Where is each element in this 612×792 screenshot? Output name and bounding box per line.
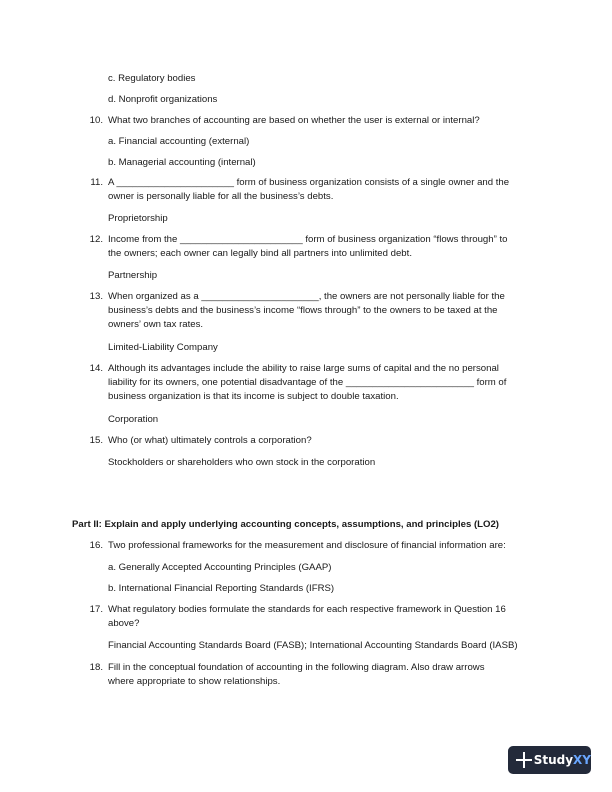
q15-number: 15. <box>89 435 103 446</box>
q18-number: 18. <box>89 662 103 673</box>
q10-question: What two branches of accounting are based on whether the user is external or internal? <box>108 115 480 126</box>
q11-line-1: A ______________________ form of business organization consists of a single owner and the <box>108 177 510 188</box>
q11-number: 11. <box>90 177 103 188</box>
q10-number: 10. <box>89 115 103 126</box>
q14-number: 14. <box>89 363 103 374</box>
studyxy-wordmark <box>534 753 591 767</box>
q11-answer: Proprietorship <box>108 213 168 224</box>
q14-answer: Corporation <box>108 414 159 425</box>
q17-answer: Financial Accounting Standards Board (FASB); International Accounting Standards Board (IASB) <box>108 640 518 651</box>
q9-option-d: d. Nonprofit organizations <box>108 94 218 105</box>
q9-option-c: c. Regulatory bodies <box>108 73 196 84</box>
q16-option-b: b. International Financial Reporting Standards (IFRS) <box>108 583 335 594</box>
q16-number: 16. <box>89 540 103 551</box>
q17-line-1: What regulatory bodies formulate the standards for each respective framework in Question 16 <box>108 604 506 615</box>
studyxy-logo <box>508 746 591 774</box>
q18-line-1: Fill in the conceptual foundation of accounting in the following diagram. Also draw arrows <box>108 662 485 673</box>
q14-line-1: Although its advantages include the ability to raise large sums of capital and the no personal <box>108 363 499 374</box>
q11-line-2: owner is personally liable for all the business’s debts. <box>108 191 334 202</box>
q13-line-1: When organized as a ______________________, the owners are not personally liable for the <box>108 291 505 302</box>
plus-icon <box>516 752 529 768</box>
q18-line-2: where appropriate to show relationships. <box>108 676 281 687</box>
q12-line-2: the owners; each owner can legally bind all partners into unlimited debt. <box>108 248 412 259</box>
q16-option-a: a. Generally Accepted Accounting Principles (GAAP) <box>108 562 332 573</box>
wordmark-xy: XY <box>573 753 591 767</box>
q17-number: 17. <box>89 604 103 615</box>
q14-line-3: business organization is that its income is subject to double taxation. <box>108 391 399 402</box>
q13-line-3: owners’ own tax rates. <box>108 319 204 330</box>
q10-option-a: a. Financial accounting (external) <box>108 136 250 147</box>
q10-option-b: b. Managerial accounting (internal) <box>108 157 256 168</box>
part-2-heading: Part II: Explain and apply underlying accounting concepts, assumptions, and principles (LO2) <box>72 519 499 530</box>
q13-number: 13. <box>89 291 103 302</box>
q15-answer: Stockholders or shareholders who own stock in the corporation <box>108 457 376 468</box>
q14-line-2: liability for its owners, one potential disadvantage of the ________________________ form of <box>108 377 507 388</box>
q13-answer: Limited-Liability Company <box>108 342 218 353</box>
q12-line-1: Income from the _______________________ form of business organization “flows through” to <box>108 234 508 245</box>
q16-question: Two professional frameworks for the measurement and disclosure of financial information are: <box>108 540 506 551</box>
q17-line-2: above? <box>108 618 140 629</box>
q12-answer: Partnership <box>108 270 158 281</box>
q13-line-2: business’s debts and the business’s income “flows through” to the owners to be taxed at the <box>108 305 498 316</box>
q12-number: 12. <box>89 234 103 245</box>
q15-question: Who (or what) ultimately controls a corporation? <box>108 435 312 446</box>
wordmark-study: Study <box>533 753 574 767</box>
